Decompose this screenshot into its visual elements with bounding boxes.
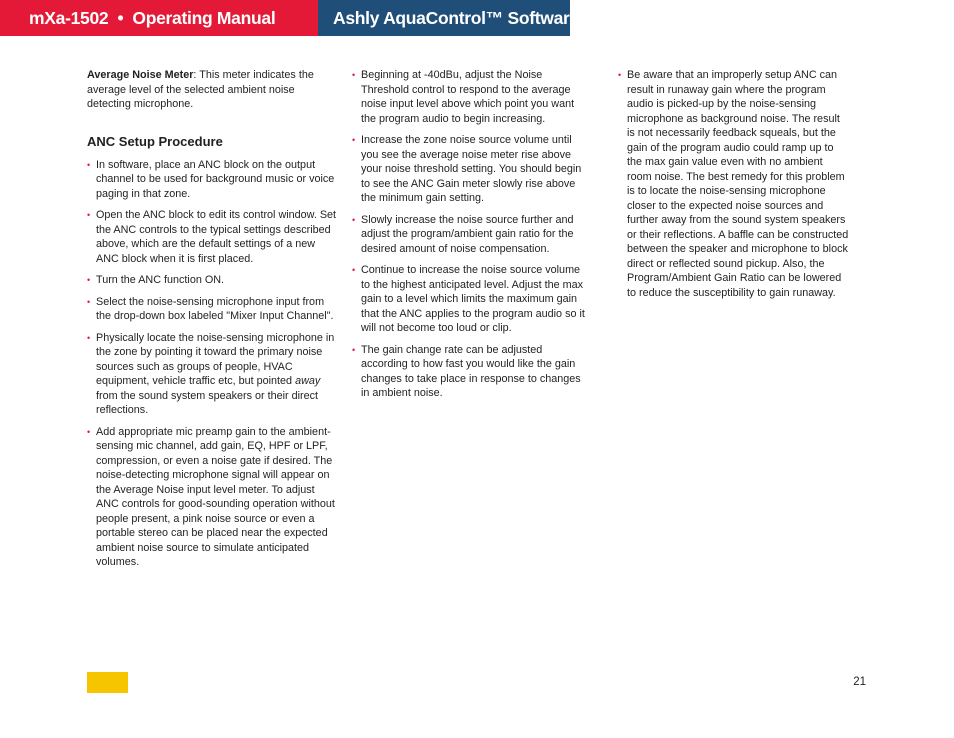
- list-item: • The gain change rate can be adjusted according to how fast you would like the gain changes to take place in response to changes in ambient noise.: [352, 343, 592, 401]
- list-item: • Add appropriate mic preamp gain to the ambient-sensing mic channel, add gain, EQ, HPF or LPF, compression, or even a noise gate if desired. The noise-detecting microphone signal will appear on the Average Noise input level meter. To adjust ANC controls for good-sounding operation without people present, a pink noise source or even a portable stereo can be placed near the expected ambient noise source to simulate anticipated volumes.: [87, 425, 337, 570]
- locate-text-after: from the sound system speakers or their direct reflections.: [96, 389, 319, 416]
- intro-text: : This meter indicates the average level of the selected ambient noise detecting microphone.: [87, 69, 314, 110]
- list-item: • In software, place an ANC block on the output channel to be used for background music or voice paging in that zone.: [87, 158, 337, 202]
- list-item: • Continue to increase the noise source volume to the highest anticipated level. Adjust the max gain to a level which limits the maximum gain that the ANC applies to the program audio so it will not become too loud or clip.: [352, 263, 592, 336]
- locate-text-emphasis: away: [295, 375, 321, 387]
- average-noise-meter-description: [87, 68, 337, 112]
- list-item: • Turn the ANC function ON.: [87, 273, 337, 288]
- column-2: [352, 68, 592, 408]
- list-item: • Increase the zone noise source volume until you see the average noise meter rise above your noise threshold setting. You should begin to see the ANC Gain meter slowly rise above the minimum gain setting.: [352, 133, 592, 206]
- page-number: 21: [853, 676, 866, 688]
- list-item: • Slowly increase the noise source further and adjust the program/ambient gain ratio for the desired amount of noise compensation.: [352, 213, 592, 257]
- column-1: [87, 68, 337, 577]
- footer-accent-bar: [87, 672, 128, 693]
- list-item: • Select the noise-sensing microphone input from the drop-down box labeled "Mixer Input Channel".: [87, 295, 337, 324]
- list-item: • Be aware that an improperly setup ANC can result in runaway gain where the program audio is picked-up by the noise-sensing microphone as background noise. The result is not necessarily feedback squeals, but the gain of the program audio could ramp up to the max gain value even with no ambient room noise. The best remedy for this problem is to locate the noise-sensing microphone closer to the expected noise sources and further away from the sound system speakers or their reflections. A baffle can be constructed between the speaker and microphone to block direct or reflected sound pickup. Also, the Program/Ambient Gain Ratio can be lowered to reduce the susceptibility to gain runaway.: [618, 68, 850, 300]
- list-item: • Open the ANC block to edit its control window. Set the ANC controls to the typical settings described above, which are the default settings of a new ANC block when it is first placed.: [87, 208, 337, 266]
- adjustment-steps-list: [352, 68, 592, 401]
- warning-list: [618, 68, 850, 300]
- section-title: Ashly AquaControl™ Software: [333, 8, 579, 28]
- list-item: [87, 331, 337, 418]
- section-title-banner: [318, 0, 579, 36]
- locate-text-before: Physically locate the noise-sensing microphone in the zone by pointing it toward the primary noise sources such as groups of people, HVAC equipment, vehicle traffic etc, but pointed: [96, 331, 335, 387]
- manual-title-banner: [0, 0, 318, 36]
- setup-steps-list: [87, 158, 337, 570]
- manual-title: mXa-1502 • Operating Manual: [29, 8, 276, 28]
- column-3: [618, 68, 850, 307]
- anc-setup-heading: ANC Setup Procedure: [87, 133, 223, 149]
- intro-term: Average Noise Meter: [87, 69, 194, 81]
- list-item: • Beginning at -40dBu, adjust the Noise Threshold control to respond to the average noise input level above which point you want the program audio to begin increasing.: [352, 68, 592, 126]
